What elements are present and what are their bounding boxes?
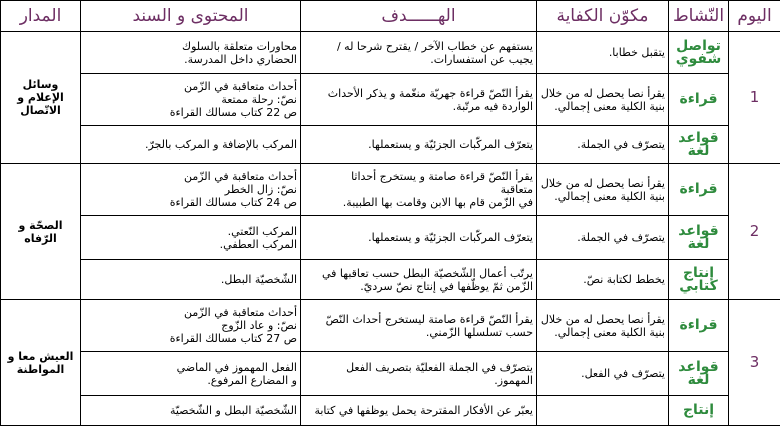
table-row	[1, 216, 780, 260]
header-day: اليوم	[729, 1, 780, 32]
header-goal: الهــــــدف	[301, 1, 537, 32]
competence-cell	[537, 216, 669, 260]
text-line: و المضارع المرفوع.	[84, 374, 297, 387]
table-row	[1, 352, 780, 396]
content-cell	[81, 126, 301, 164]
activity-cell: قواعد لغة	[669, 126, 729, 164]
domain-cell: وسائل الإعلام و الاتّصال	[1, 32, 81, 164]
text-line: يتعرّف المركّبات الجزئيّة و يستعملها.	[304, 231, 533, 244]
text-line: ص 27 كتاب مسالك القراءة	[84, 332, 297, 345]
table-row	[1, 32, 780, 74]
activity-cell: قواعد لغة	[669, 352, 729, 396]
activity-cell: إنتاج كتابي	[669, 260, 729, 300]
day-number: 3	[729, 300, 780, 426]
table-row	[1, 74, 780, 126]
text-line: نصّ: و عاد الزّوج	[84, 319, 297, 332]
text-line: أحداث متعاقبة في الزّمن	[84, 306, 297, 319]
table-row	[1, 164, 780, 216]
text-line: بنية الكلية معنى إجمالي.	[540, 326, 665, 339]
text-line: الشّخصيّة البطل و الشّخصيّة	[84, 404, 297, 417]
text-line: يعبّر عن الأفكار المقترحة يحمل يوظفها في كتابة	[304, 404, 533, 417]
text-line: يقرأ نصا يحصل له من خلال	[540, 177, 665, 190]
text-line: نصّ: رحلة ممتعة	[84, 93, 297, 106]
activity-cell: إنتاج	[669, 396, 729, 426]
content-cell	[81, 32, 301, 74]
text-line: محاورات متعلقة بالسلوك	[84, 40, 297, 53]
text-line: المركب العطفي.	[84, 238, 297, 251]
text-line: بنية الكلية معنى إجمالي.	[540, 100, 665, 113]
text-line: يخطط لكتابة نصّ.	[540, 273, 665, 286]
text-line: يتصرّف في الجملة الفعليّة بتصريف الفعل	[304, 361, 533, 374]
competence-cell	[537, 74, 669, 126]
text-line: يجيب عن استفسارات.	[304, 53, 533, 66]
competence-cell	[537, 126, 669, 164]
text-line: ص 24 كتاب مسالك القراءة	[84, 196, 297, 209]
table-row	[1, 260, 780, 300]
text-line: متعاقبة	[304, 183, 533, 196]
text-line: المركب النّعتي.	[84, 225, 297, 238]
text-line: الشّخصيّة البطل.	[84, 273, 297, 286]
goal-cell	[301, 300, 537, 352]
text-line: أحداث متعاقبة في الزّمن	[84, 80, 297, 93]
text-line: أحداث متعاقبة في الزّمن	[84, 170, 297, 183]
day-number: 1	[729, 32, 780, 164]
competence-cell	[537, 164, 669, 216]
text-line: المركب بالإضافة و المركب بالجرّ.	[84, 138, 297, 151]
text-line: الواردة فيه مرتّبة.	[304, 100, 533, 113]
content-cell	[81, 164, 301, 216]
text-line: الفعل المهموز في الماضي	[84, 361, 297, 374]
competence-cell	[537, 260, 669, 300]
activity-cell: قواعد لغة	[669, 216, 729, 260]
goal-cell	[301, 352, 537, 396]
content-cell	[81, 216, 301, 260]
activity-cell: قراءة	[669, 74, 729, 126]
text-line: يتقبل خطابا.	[540, 46, 665, 59]
header-row	[1, 1, 780, 32]
text-line: يقرأ النّصّ قراءة صامتة و يستخرج أحداثا	[304, 170, 533, 183]
competence-cell	[537, 32, 669, 74]
goal-cell	[301, 260, 537, 300]
header-domain: المدار	[1, 1, 81, 32]
table-row	[1, 300, 780, 352]
table-row	[1, 396, 780, 426]
competence-cell	[537, 300, 669, 352]
competence-cell	[537, 352, 669, 396]
goal-cell	[301, 126, 537, 164]
text-line: يقرأ نصا يحصل له من خلال	[540, 313, 665, 326]
text-line: يتصرّف في الجملة.	[540, 138, 665, 151]
content-cell	[81, 260, 301, 300]
domain-cell: الصحّة و الرّفاه	[1, 164, 81, 300]
competence-cell	[537, 396, 669, 426]
content-cell	[81, 352, 301, 396]
day-number: 2	[729, 164, 780, 300]
activity-cell: تواصل شفوي	[669, 32, 729, 74]
text-line: يستفهم عن خطاب الآخر / يقترح شرحا له /	[304, 40, 533, 53]
activity-cell: قراءة	[669, 300, 729, 352]
header-content: المحتوى و السند	[81, 1, 301, 32]
goal-cell	[301, 216, 537, 260]
text-line: يقرأ النّصّ قراءة جهريّة منغّمة و يذكر الأحداث	[304, 87, 533, 100]
text-line: يتصرّف في الجملة.	[540, 231, 665, 244]
text-line: يتعرّف المركّبات الجزئيّة و يستعملها.	[304, 138, 533, 151]
table-row	[1, 126, 780, 164]
text-line: يرتّب أعمال الشّخصيّة البطل حسب تعاقبها في	[304, 267, 533, 280]
goal-cell	[301, 32, 537, 74]
content-cell	[81, 300, 301, 352]
text-line: يقرأ النّصّ قراءة صامتة ليستخرج أحداث النّصّ	[304, 313, 533, 326]
text-line: المهموز.	[304, 374, 533, 387]
text-line: بنية الكلية معنى إجمالي.	[540, 190, 665, 203]
text-line: يقرأ نصا يحصل له من خلال	[540, 87, 665, 100]
text-line: الحضاري داخل المدرسة.	[84, 53, 297, 66]
text-line: الزّمن ثمّ يوظّفها في إنتاج نصّ سرديّ.	[304, 280, 533, 293]
text-line: ص 22 كتاب مسالك القراءة	[84, 106, 297, 119]
activity-cell: قراءة	[669, 164, 729, 216]
text-line: نصّ: زال الخطر	[84, 183, 297, 196]
content-cell	[81, 396, 301, 426]
header-activity: النّشاط	[669, 1, 729, 32]
goal-cell	[301, 164, 537, 216]
content-cell	[81, 74, 301, 126]
text-line: يتصرّف في الفعل.	[540, 367, 665, 380]
domain-cell: العيش معا و المواطنة	[1, 300, 81, 426]
text-line: حسب تسلسلها الزّمني.	[304, 326, 533, 339]
header-competence: مكوّن الكفاية	[537, 1, 669, 32]
goal-cell	[301, 396, 537, 426]
text-line: في الزّمن قام بها الابن وقامت بها الطبيبة.	[304, 196, 533, 209]
goal-cell	[301, 74, 537, 126]
